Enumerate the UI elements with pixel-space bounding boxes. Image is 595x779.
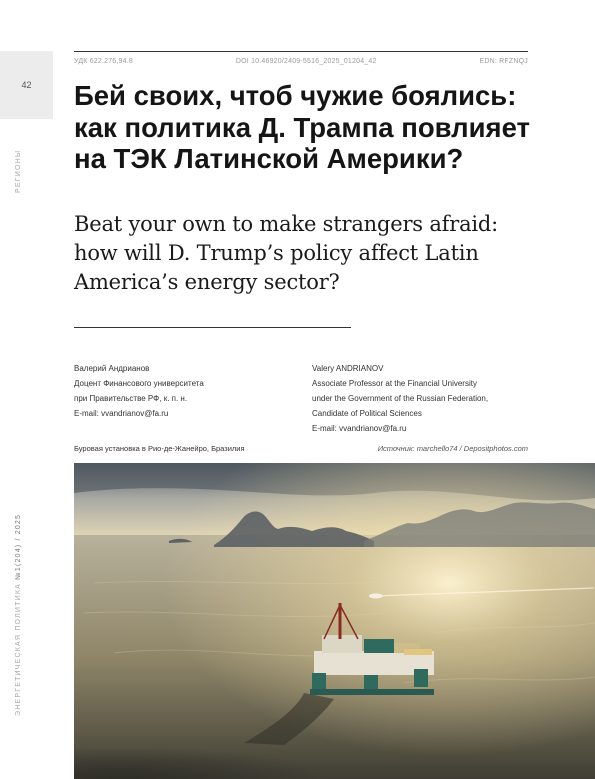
article-title-en: Beat your own to make strangers afraid: how will D. Trump’s policy affect Latin America’s energy sector? — [74, 212, 499, 294]
photo-source: Источник: marchello74 / Depositphotos.com — [377, 444, 528, 453]
article-title-ru: Бей своих, чтоб чужие боялись: как политика Д. Трампа повлияет на ТЭК Латинской Америки? — [74, 80, 531, 174]
author-block-en — [312, 361, 542, 436]
author-block-ru — [74, 361, 294, 421]
author-name-ru: Валерий Андрианов — [74, 364, 150, 373]
oil-rig-photo — [74, 463, 595, 779]
section-label: РЕГИОНЫ — [15, 149, 22, 193]
top-rule — [74, 51, 528, 52]
udk-code: УДК 622.276,94.8 — [74, 58, 133, 65]
author-position-ru-2: при Правительстве РФ, к. п. н. — [74, 394, 188, 403]
author-position-ru-1: Доцент Финансового университета — [74, 379, 204, 388]
edn-code: EDN: RFZNQJ — [479, 58, 528, 65]
author-position-en-3: Candidate of Political Sciences — [312, 409, 422, 418]
title-divider — [74, 327, 351, 328]
author-email-en[interactable]: E-mail: vvandrianov@fa.ru — [312, 424, 407, 433]
page-number: 42 — [0, 51, 53, 119]
journal-issue: №1(204) / 2025 — [15, 513, 22, 580]
photo-caption-row — [74, 444, 528, 453]
article-meta — [74, 58, 528, 65]
photo-caption: Буровая установка в Рио-де-Жанейро, Бразилия — [74, 444, 245, 453]
author-name-en: Valery ANDRIANOV — [312, 364, 384, 373]
author-email-ru[interactable]: E-mail: vvandrianov@fa.ru — [74, 409, 169, 418]
journal-label — [15, 514, 22, 716]
author-position-en-2: under the Government of the Russian Federation, — [312, 394, 489, 403]
author-position-en-1: Associate Professor at the Financial University — [312, 379, 477, 388]
journal-name: ЭНЕРГЕТИЧЕСКАЯ ПОЛИТИКА — [15, 582, 22, 716]
doi-link[interactable]: DOI 10.46920/2409-5516_2025_01204_42 — [235, 58, 377, 65]
